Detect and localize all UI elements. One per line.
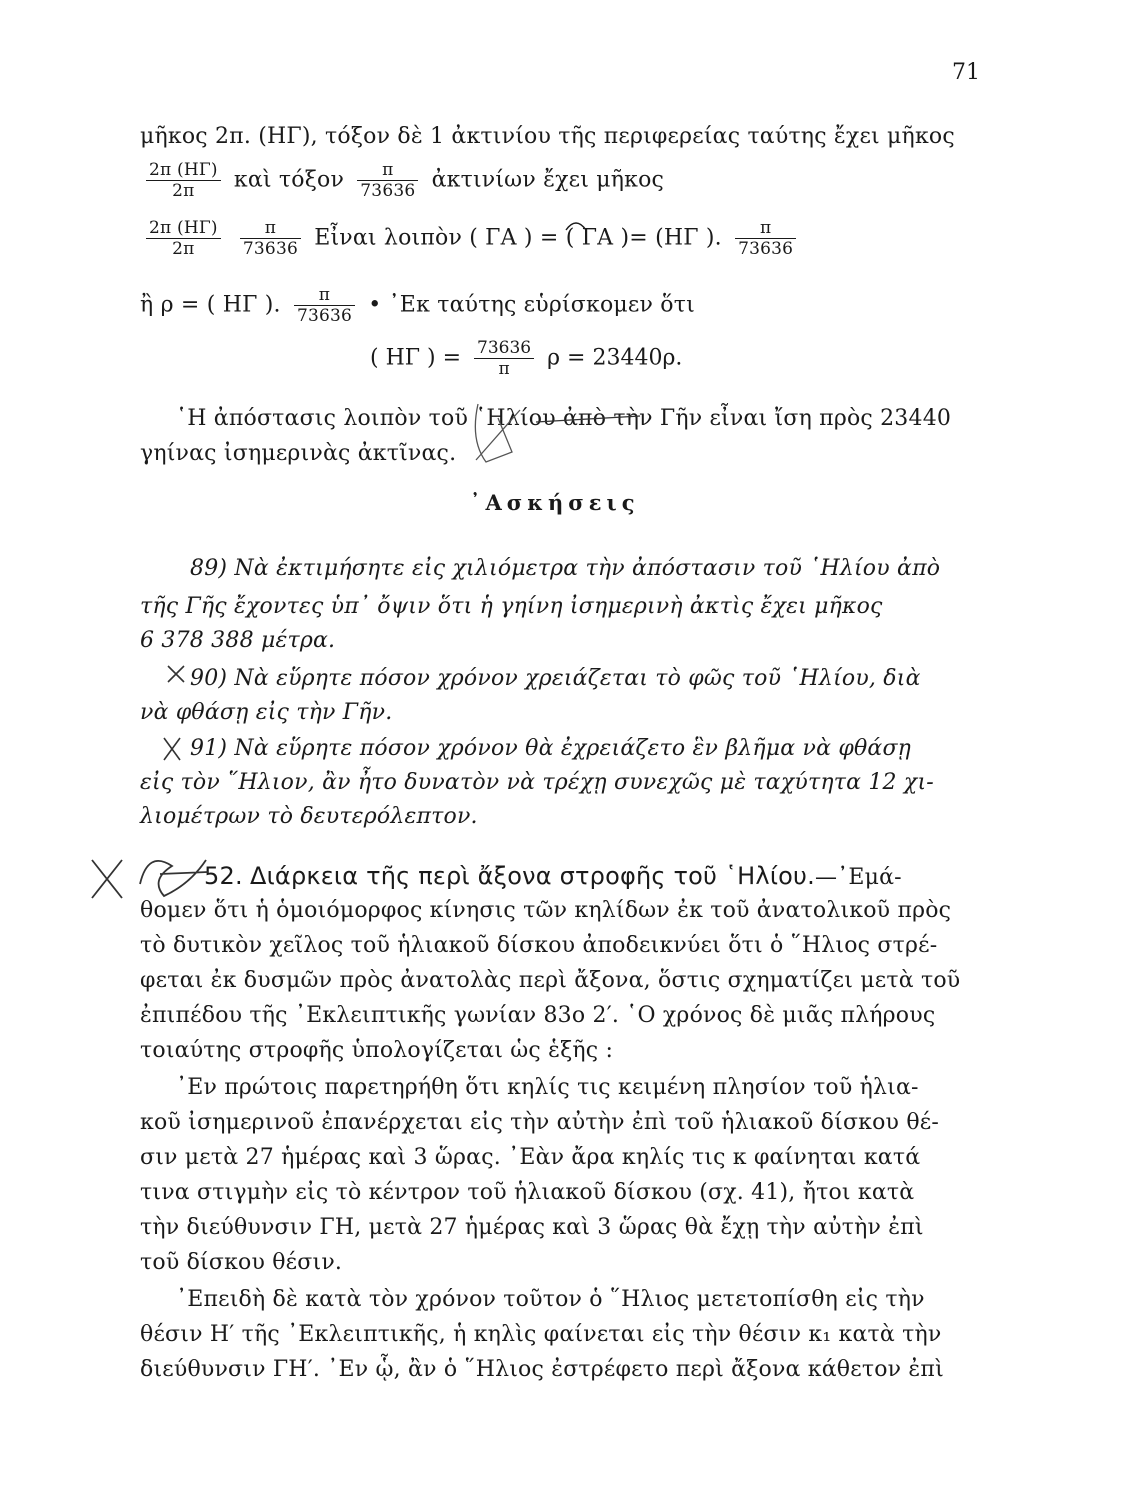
cross-mark xyxy=(164,738,180,760)
exercises-heading: ᾿Ασκήσεις xyxy=(470,490,640,515)
exercise-89-cont: τῆς Γῆς ἔχοντες ὑπ᾿ ὄψιν ὅτι ἡ γηίνη ἰσημερινὴ ἀκτὶς ἔχει μῆκος xyxy=(140,594,883,619)
text-line: γηίνας ἰσημερινὰς ἀκτῖνας. xyxy=(140,441,457,466)
exercise-91-cont: εἰς τὸν ῞Ηλιον, ἂν ἦτο δυνατὸν νὰ τρέχῃ συνεχῶς μὲ ταχύτητα 12 χι- xyxy=(140,770,934,795)
exercise-90: 90) Νὰ εὕρητε πόσον χρόνον χρειάζεται τὸ φῶς τοῦ ῾Ηλίου, διὰ xyxy=(190,666,921,691)
cross-mark xyxy=(92,860,122,898)
fraction: $\frac{73636}{\pi}$ xyxy=(474,338,534,379)
formula-line: $\frac{2\pi (H\Gamma)}{2\pi}$ $\frac{\pi}{73636}$ Εἶναι λοιπὸν ( ΓΑ ) = ( ΓΑ )= (ΗΓ ). $\frac{\pi}{73636}$ xyxy=(140,218,802,259)
text-line: τοῦ δίσκου θέσιν. xyxy=(140,1250,343,1275)
section-number: 52. xyxy=(204,862,243,890)
exercise-89-cont: 6 378 388 μέτρα. xyxy=(140,628,336,653)
fraction: $\frac{\pi}{73636}$ xyxy=(294,285,355,326)
text-line: τοιαύτης στροφῆς ὑπολογίζεται ὡς ἑξῆς : xyxy=(140,1038,614,1063)
text-line: τινα στιγμὴν εἰς τὸ κέντρον τοῦ ἡλιακοῦ δίσκου (σχ. 41), ἤτοι κατὰ xyxy=(140,1180,915,1205)
text-line: τὴν διεύθυνσιν ΓΗ, μετὰ 27 ἡμέρας καὶ 3 ὥρας θὰ ἔχῃ τὴν αὐτὴν ἐπὶ xyxy=(140,1215,924,1240)
fraction: $\frac{\pi}{73636}$ xyxy=(357,160,418,201)
exercise-91-cont: λιομέτρων τὸ δευτερόλεπτον. xyxy=(140,804,478,829)
text-line: ῾Η ἀπόστασις λοιπὸν τοῦ ῾Ηλίου ἀπὸ τὴν Γῆν εἶναι ἴση πρὸς 23440 xyxy=(176,406,952,431)
text-line: κοῦ ἰσημερινοῦ ἐπανέρχεται εἰς τὴν αὐτὴν ἐπὶ τοῦ ἡλιακοῦ δίσκου θέ- xyxy=(140,1110,939,1135)
exercise-91: 91) Νὰ εὕρητε πόσον χρόνον θὰ ἐχρειάζετο ἓν βλῆμα νὰ φθάσῃ xyxy=(190,736,912,761)
text-line: σιν μετὰ 27 ἡμέρας καὶ 3 ὥρας. ᾿Εὰν ἄρα κηλίς τις κ φαίνηται κατά xyxy=(140,1145,921,1170)
fraction: $\frac{\pi}{73636}$ xyxy=(735,218,796,259)
text-line: ἐπιπέδου τῆς ᾿Εκλειπτικῆς γωνίαν 83ο 2′. ῾Ο χρόνος δὲ μιᾶς πλήρους xyxy=(140,1003,936,1028)
strike-mark xyxy=(536,416,640,422)
text-line: διεύθυνσιν ΓΗ′. ᾿Εν ᾧ, ἂν ὁ ῞Ηλιος ἐστρέφετο περὶ ἄξονα κάθετον ἐπὶ xyxy=(140,1357,944,1382)
formula-line: $\frac{2\pi (H\Gamma)}{2\pi}$ καὶ τόξον $\frac{\pi}{73636}$ ἀκτινίων ἔχει μῆκος xyxy=(140,160,664,201)
text-line: μῆκος 2π. (ΗΓ), τόξον δὲ 1 ἀκτινίου τῆς περιφερείας ταύτης ἔχει μῆκος xyxy=(140,124,955,149)
exercise-90-cont: νὰ φθάσῃ εἰς τὴν Γῆν. xyxy=(140,700,393,725)
fraction: $\frac{\pi}{73636}$ xyxy=(240,218,301,259)
display-equation: ( ΗΓ ) = $\frac{73636}{\pi}$ ρ = 23440ρ. xyxy=(370,338,683,379)
cross-mark xyxy=(168,666,184,682)
section-scribble xyxy=(140,860,208,896)
section-heading: 52. Διάρκεια τῆς περὶ ἄξονα στροφῆς τοῦ ῾Ηλίου.—᾿Εμά- xyxy=(204,862,902,890)
text-line: θομεν ὅτι ἡ ὁμοιόμορφος κίνησις τῶν κηλίδων ἐκ τοῦ ἀνατολικοῦ πρὸς xyxy=(140,898,952,923)
page-number: 71 xyxy=(952,60,980,85)
text-line: θέσιν Η′ τῆς ᾿Εκλειπτικῆς, ἡ κηλὶς φαίνεται εἰς τὴν θέσιν κ₁ κατὰ τὴν xyxy=(140,1322,942,1347)
check-scribble xyxy=(475,404,520,462)
formula-line: ἢ ρ = ( ΗΓ ). $\frac{\pi}{73636}$ • ᾿Εκ ταύτης εὑρίσκομεν ὅτι xyxy=(140,285,695,326)
text-line: ᾿Επειδὴ δὲ κατὰ τὸν χρόνον τοῦτον ὁ ῞Ηλιος μετετοπίσθη εἰς τὴν xyxy=(176,1287,925,1312)
exercise-89: 89) Νὰ ἐκτιμήσητε εἰς χιλιόμετρα τὴν ἀπόστασιν τοῦ ῾Ηλίου ἀπὸ xyxy=(190,556,941,581)
arc-mark xyxy=(566,223,586,230)
fraction: $\frac{2\pi (H\Gamma)}{2\pi}$ xyxy=(146,160,221,201)
fraction: $\frac{2\pi (H\Gamma)}{2\pi}$ xyxy=(146,218,221,259)
text-line: ᾿Εν πρώτοις παρετηρήθη ὅτι κηλίς τις κειμένη πλησίον τοῦ ἡλια- xyxy=(176,1075,919,1100)
text-line: φεται ἐκ δυσμῶν πρὸς ἀνατολὰς περὶ ἄξονα, ὅστις σχηματίζει μετὰ τοῦ xyxy=(140,968,961,993)
text-line: τὸ δυτικὸν χεῖλος τοῦ ἡλιακοῦ δίσκου ἀποδεικνύει ὅτι ὁ ῞Ηλιος στρέ- xyxy=(140,933,938,958)
section-title: Διάρκεια τῆς περὶ ἄξονα στροφῆς τοῦ ῾Ηλίου. xyxy=(249,862,815,890)
